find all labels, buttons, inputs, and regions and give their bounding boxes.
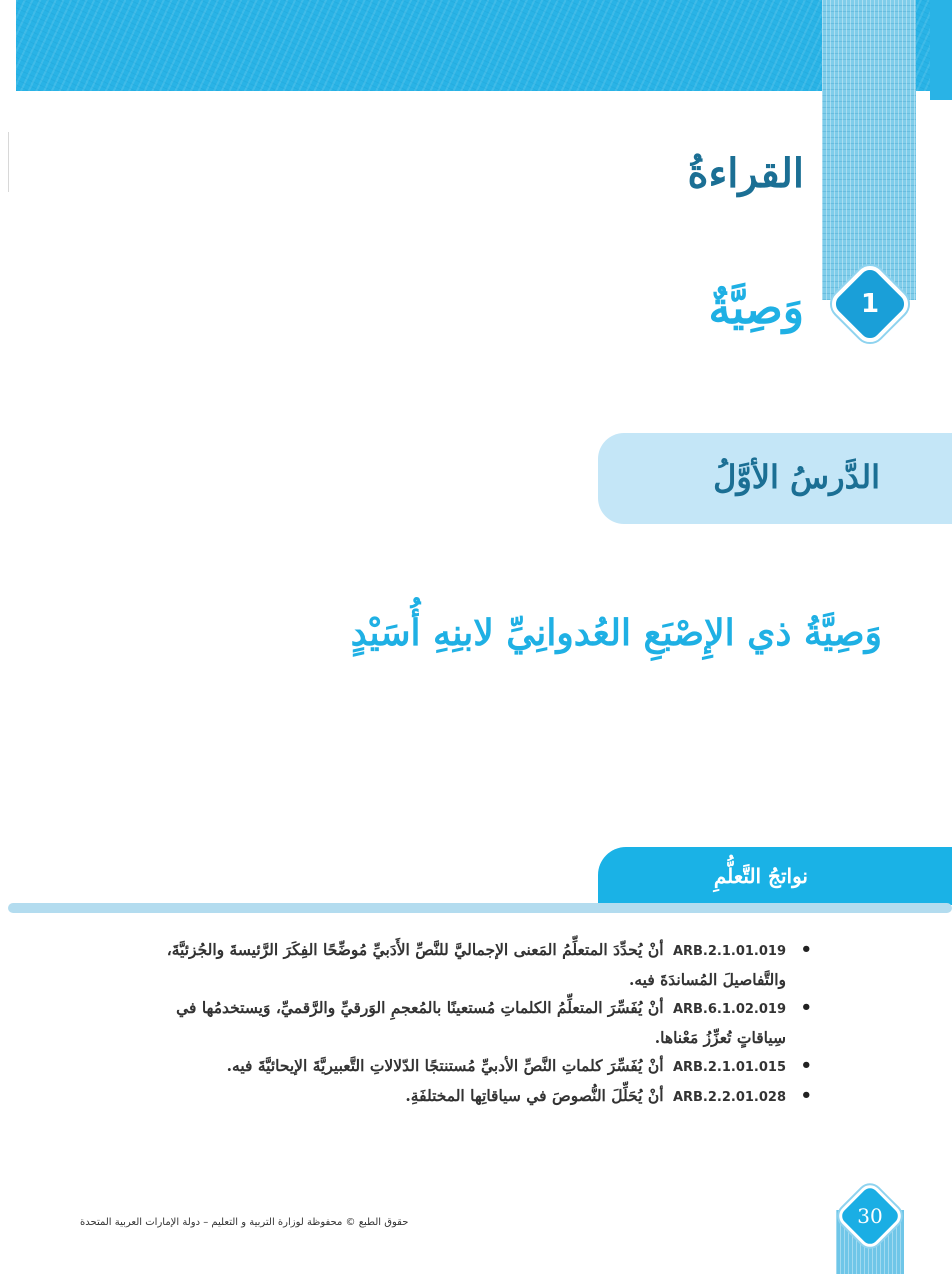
outcome-code: ARB.6.1.02.019 (672, 1002, 786, 1017)
learning-outcomes-heading: نواتجُ التَّعلُّمِ (713, 864, 808, 888)
copyright-notice: حقوق الطبع © محفوظة لوزارة التربية و التعليم – دولة الإمارات العربية المتحدة (80, 1217, 409, 1228)
list-item (132, 1052, 812, 1082)
list-item (132, 936, 812, 994)
bullet-icon: • (800, 997, 812, 1018)
learning-outcomes-list (132, 936, 812, 1112)
outcome-code: ARB.2.1.01.015 (672, 1060, 786, 1075)
outcome-text: أنْ يُفَسِّرَ المتعلِّمُ الكلماتِ مُستعينًا بالمُعجمِ الوَرقيِّ والرَّقميِّ، وَيستخدمُها في سِياقاتٍ تُعزِّزُ مَعْناها. (176, 998, 786, 1047)
list-item (132, 1082, 812, 1112)
section-title: القراءةُ (687, 150, 804, 197)
unit-number-badge (832, 266, 908, 342)
outcome-code: ARB.2.1.01.019 (672, 944, 786, 959)
page-number: 30 (857, 1204, 883, 1228)
section-divider (8, 903, 952, 913)
unit-number: 1 (860, 289, 880, 319)
outcome-text: أنْ يُفَسِّرَ كلماتِ النَّصِّ الأدبيِّ مُستنتجًا الدّلالاتِ التَّعبيريَّةَ الإيحائيَّةَ فيه. (226, 1056, 664, 1075)
side-banner-edge (930, 0, 952, 100)
unit-title: وَصِيَّةٌ (708, 283, 804, 334)
bullet-icon: • (800, 1055, 812, 1076)
page-number-badge (838, 1184, 902, 1248)
side-texture-strip (822, 0, 916, 300)
header-banner (16, 0, 952, 91)
list-item (132, 994, 812, 1052)
lesson-label: الدَّرسُ الأوَّلُ (713, 458, 880, 496)
outcome-text: أنْ يُحَلِّلَ النُّصوصَ في سياقاتِها المختلفَةِ. (405, 1086, 664, 1105)
margin-mark (8, 132, 9, 192)
outcome-code: ARB.2.2.01.028 (672, 1090, 786, 1105)
bullet-icon: • (800, 1085, 812, 1106)
lesson-title: وَصِيَّةُ ذي الإِصْبَعِ العُدوانِيِّ لابنِهِ أُسَيْدٍ (350, 612, 882, 654)
bullet-icon: • (800, 939, 812, 960)
outcome-text: أنْ يُحدِّدَ المتعلِّمُ المَعنى الإجماليَّ للنَّصِّ الأَدَبيِّ مُوضِّحًا الفِكَرَ الرَّئيسةَ والجُزئيَّةَ، والتَّفاصيلَ المُساندَةَ فيه. (166, 940, 786, 989)
